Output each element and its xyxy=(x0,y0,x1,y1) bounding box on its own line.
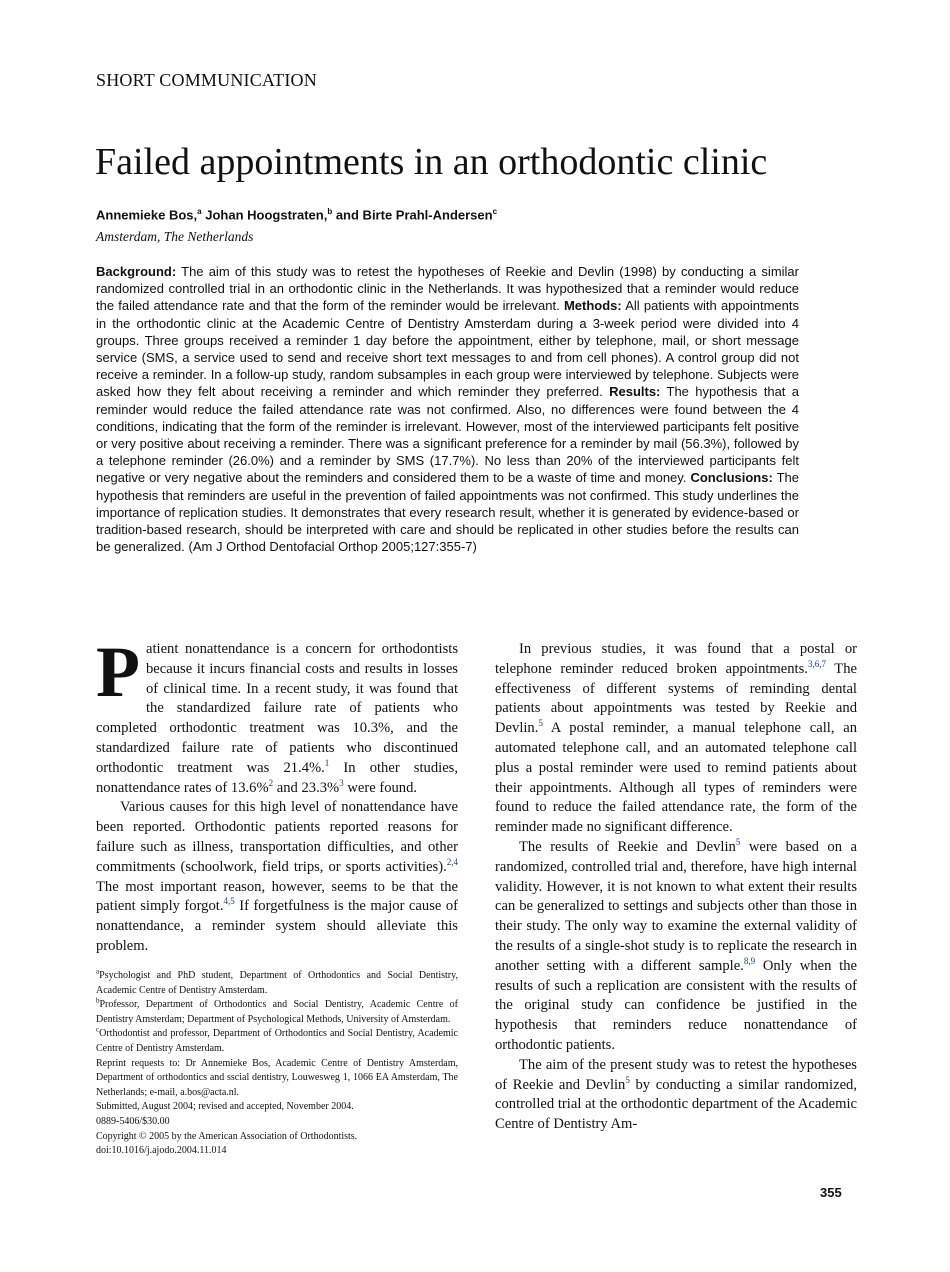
citation-ref[interactable]: 5 xyxy=(735,837,741,848)
section-label: SHORT COMMUNICATION xyxy=(96,70,317,90)
abstract xyxy=(96,263,799,555)
affiliation-mark: b xyxy=(327,207,333,216)
body-text: Various causes for this high level of nonattendance have been reported. Orthodontic patients reported reasons for failure such as illness, transportation difficulties, and other commitments (schoolwork, field trips, or sports activities). xyxy=(96,799,458,875)
article-title: Failed appointments in an orthodontic clinic xyxy=(95,141,768,183)
body-text: If forgetfulness is the major cause of nonattendance, a reminder system should alleviate this problem. xyxy=(96,898,458,954)
body-text: In other studies, nonattendance rates of 13.6% xyxy=(96,759,458,796)
abstract-results-label: Results: xyxy=(609,384,661,400)
body-paragraph xyxy=(495,640,857,838)
footnote-text: Orthodontist and professor, Department of Orthodontics and Social Dentistry, Academic Centre of Dentistry Amsterdam. xyxy=(96,1028,458,1054)
citation-ref[interactable]: 3 xyxy=(339,777,344,788)
footnote-affiliation-b xyxy=(96,998,458,1027)
body-text: The most important reason, however, seems to be that the patient simply forgot. xyxy=(96,878,458,915)
citation-ref[interactable]: 2 xyxy=(268,777,274,788)
body-text: A postal reminder, a manual telephone call, an automated telephone call, and an automated telephone call plus a postal reminder were used to remind patients about their appointments. Although all types of reminders were found to reduce the failed attendance rate, the form of the reminder made no significant difference. xyxy=(495,720,857,836)
citation-ref[interactable]: 1 xyxy=(324,757,330,768)
footnote-mark: a xyxy=(96,967,100,976)
body-column-right xyxy=(495,640,857,1135)
footnote-text: Psychologist and PhD student, Department of Orthodontics and Social Dentistry, Academic Centre of Dentistry Amsterdam. xyxy=(96,970,458,996)
citation-ref[interactable]: 5 xyxy=(625,1074,630,1085)
footnote-affiliation-c xyxy=(96,1027,458,1056)
body-paragraph xyxy=(96,798,458,956)
footnote-mark: b xyxy=(96,996,100,1005)
body-paragraph xyxy=(495,838,857,1056)
footnote-copyright: Copyright © 2005 by the American Association of Orthodontists. xyxy=(96,1130,358,1142)
author-location: Amsterdam, The Netherlands xyxy=(96,229,254,244)
author-name: and Birte Prahl-Andersen xyxy=(335,207,493,223)
affiliation-mark: c xyxy=(492,207,498,216)
body-text: The effectiveness of different systems of reminding dental patients about appointments was tested by Reekie and Devlin. xyxy=(495,660,857,737)
body-text: were found. xyxy=(343,779,418,796)
body-text: Only when the results of such a replication are consistent with the results of the original study can confidence be justified in the hypothesis that reminders reduce nonattendance of orthodontic patients. xyxy=(495,957,857,1053)
footnote-text: Professor, Department of Orthodontics and Social Dentistry, Academic Centre of Dentistry Amsterdam; Department of Psychological Methods, University of Amsterdam. xyxy=(96,999,458,1025)
abstract-background-label: Background: xyxy=(96,264,177,279)
body-text: were based on a randomized, controlled trial and, therefore, have high internal validity. However, it is not known to what extent their results can be generalized to settings and subjects other than those in their study. The only way to examine the external validity of the results of a single-shot study is to replicate the research in another setting with a different sample. xyxy=(495,838,858,974)
author-name: Johan Hoogstraten, xyxy=(205,207,328,223)
abstract-background-text: The aim of this study was to retest the hypotheses of Reekie and Devlin (1998) by conducting a similar randomized controlled trial in an orthodontic clinic in the Netherlands. It was hypothesized that a reminder would reduce the failed attendance rate and that the form of the reminder would be irrelevant. xyxy=(96,264,799,314)
footnote-code: 0889-5406/$30.00 xyxy=(96,1115,170,1127)
abstract-conclusions-text: The hypothesis that reminders are useful in the prevention of failed appointments was not confirmed. This study underlines the importance of replication studies. It demonstrates that every research result, whether it is generated by evidence-based or tradition-based research, should be interpreted with care and should be replicated in other studies before the results can be generalized. (Am J Orthod Dentofacial Orthop 2005;127:355-7) xyxy=(96,470,799,555)
body-text: The results of Reekie and Devlin xyxy=(519,838,736,855)
citation-ref[interactable]: 2,4 xyxy=(446,856,458,867)
footnote-affiliation-a xyxy=(96,969,458,998)
footnote-reprint: Reprint requests to: Dr Annemieke Bos, Academic Centre of Dentistry Amsterdam, Department of orthodontics and sscial dentistry, Louwesweg 1, 1066 EA Amsterdam, The Netherlands; e-mail, a.bos@acta.nl. xyxy=(96,1057,458,1098)
footnotes xyxy=(96,969,458,1159)
body-text: The aim of the present study was to retest the hypotheses of Reekie and Devlin xyxy=(495,1056,857,1093)
affiliation-mark: a xyxy=(197,207,202,216)
abstract-conclusions-label: Conclusions: xyxy=(690,470,773,486)
page-number: 355 xyxy=(820,1185,842,1200)
body-column-left xyxy=(96,632,458,957)
author-name: Annemieke Bos, xyxy=(96,207,198,223)
body-paragraph xyxy=(96,632,458,798)
drop-cap: P xyxy=(96,632,140,712)
citation-ref[interactable]: 8,9 xyxy=(743,955,756,966)
body-text: by conducting a similar randomized, controlled trial at the orthodontic department of the Academic Centre of Dentistry Am- xyxy=(495,1076,857,1133)
abstract-methods-label: Methods: xyxy=(563,298,622,314)
body-paragraph xyxy=(495,1056,857,1135)
citation-ref[interactable]: 5 xyxy=(538,718,543,729)
body-text: In previous studies, it was found that a postal or telephone reminder reduced broken appointments. xyxy=(495,641,857,677)
footnote-submitted: Submitted, August 2004; revised and accepted, November 2004. xyxy=(96,1101,354,1113)
body-text: and 23.3% xyxy=(273,779,340,796)
footnote-doi[interactable]: doi:10.1016/j.ajodo.2004.11.014 xyxy=(96,1145,227,1157)
citation-ref[interactable]: 4,5 xyxy=(223,896,235,907)
author-list xyxy=(96,207,856,222)
abstract-results-text: The hypothesis that a reminder would reduce the failed attendance rate was not confirmed. Also, no differences were found between the 4 conditions, indicating that the form of the reminder is irrelevant. However, most of the interviewed participants felt positive or very positive about receiving a reminder. There was a significant preference for a reminder by mail (56.3%), followed by a telephone reminder (26.0%) and a reminder by SMS (17.7%). No less than 20% of the interviewed participants felt negative or very negative about the reminders and considered them to be a waste of time and money. xyxy=(96,384,799,486)
abstract-methods-text: All patients with appointments in the orthodontic clinic at the Academic Centre of Dentistry Amsterdam during a 3-week period were divided into 4 groups. Three groups received a reminder 1 day before the appointment, either by telephone, mail, or short message service (SMS, a service used to send and receive short text messages to and from cell phones). A control group did not receive a reminder. In a follow-up study, random subsamples in each group were interviewed by telephone. Subjects were asked how they felt about receiving a reminder and which reminder they preferred. xyxy=(96,298,800,400)
body-text: atient nonattendance is a concern for orthodontists because it incurs financial costs and results in losses of clinical time. In a recent study, it was found that the standardized failure rate of patients who completed orthodontic treatment was 10.3%, and the standardized failure rate of patients who discontinued orthodontic treatment was 21.4%. xyxy=(96,641,458,776)
footnote-mark: c xyxy=(96,1026,100,1035)
citation-ref[interactable]: 3,6,7 xyxy=(807,658,826,669)
